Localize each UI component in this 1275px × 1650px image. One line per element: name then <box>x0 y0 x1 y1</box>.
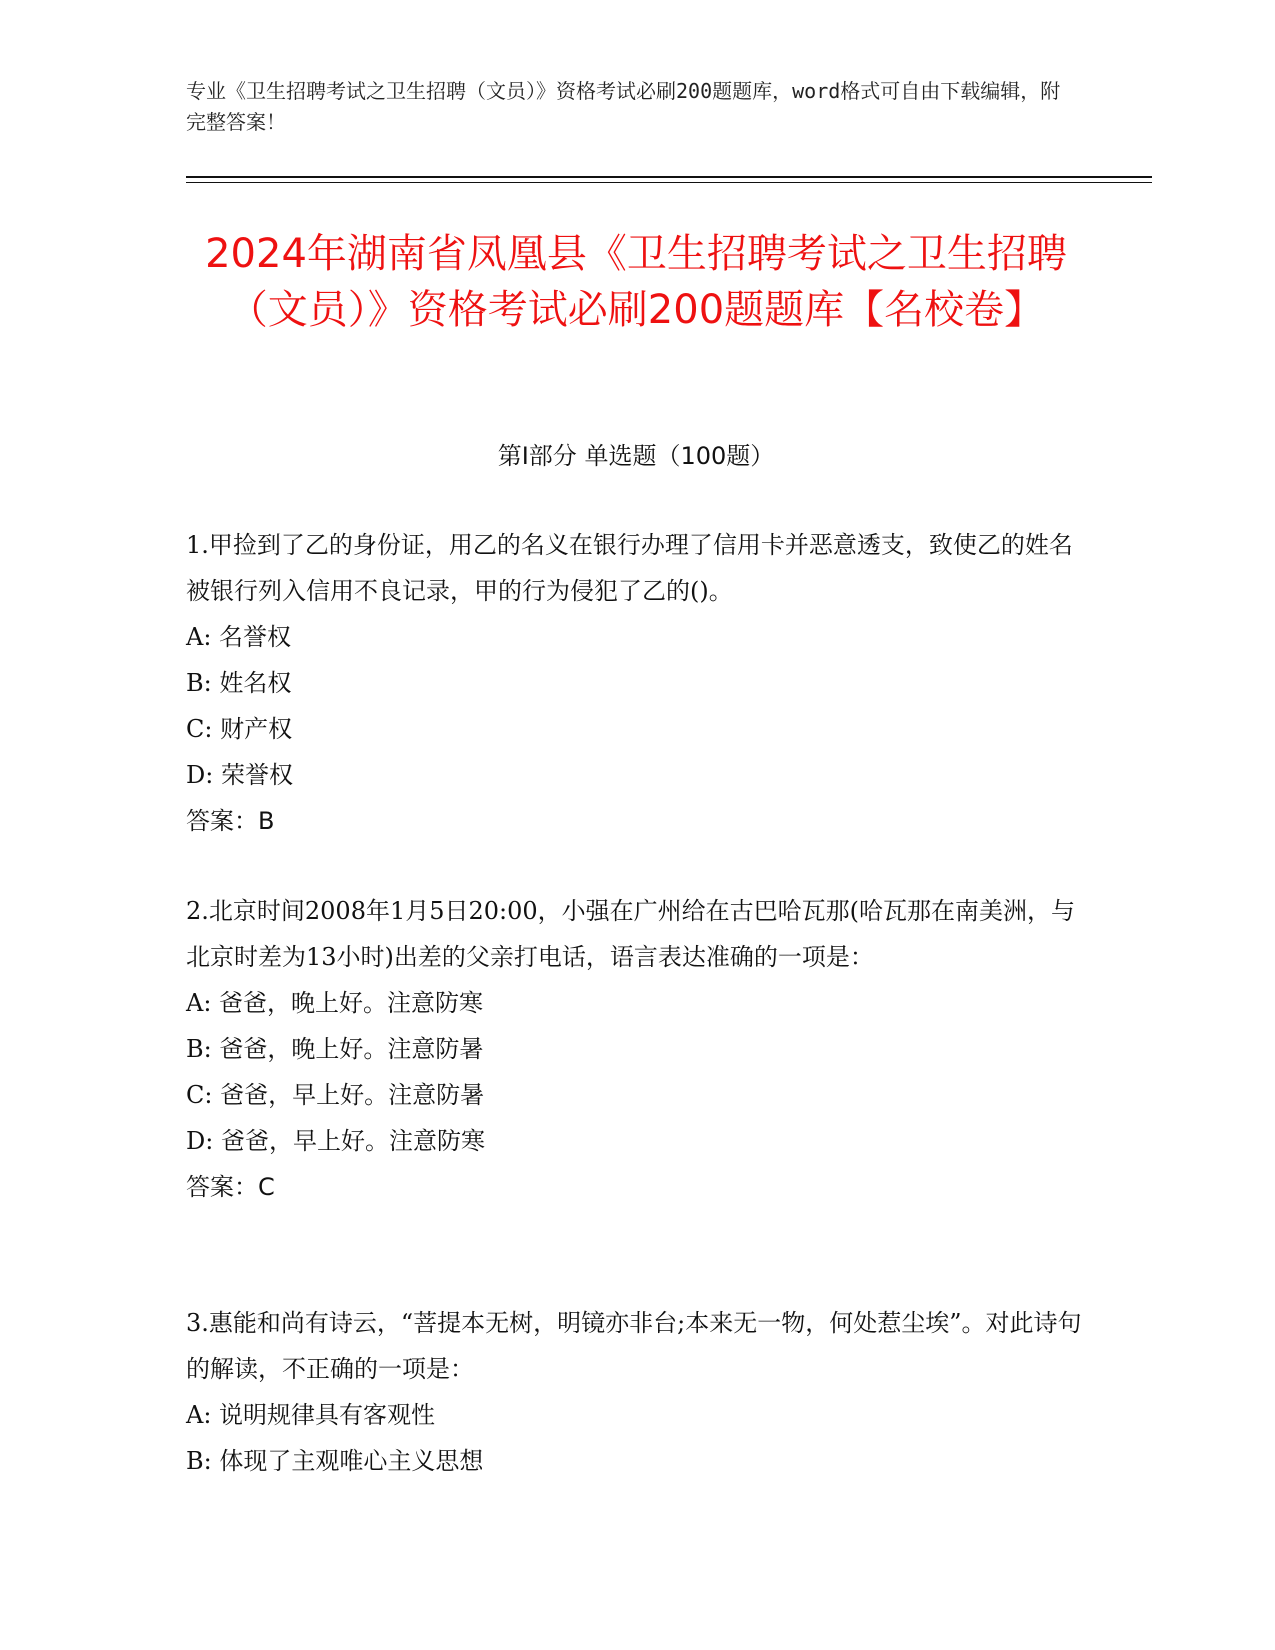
option-b: B: 姓名权 <box>186 669 292 697</box>
option-a: A: 爸爸，晚上好。注意防寒 <box>186 989 484 1017</box>
answer-line: 答案：C <box>186 1173 275 1201</box>
option-a: A: 说明规律具有客观性 <box>186 1401 436 1429</box>
question-stem: 1.甲捡到了乙的身份证，用乙的名义在银行办理了信用卡并恶意透支，致使乙的姓名被银行列入信用不良记录，甲的行为侵犯了乙的()。 <box>186 531 1073 605</box>
option-b: B: 爸爸，晚上好。注意防暑 <box>186 1035 484 1063</box>
section-heading: 第Ⅰ部分 单选题（100题） <box>497 442 775 470</box>
option-c: C: 爸爸，早上好。注意防暑 <box>186 1081 485 1109</box>
option-d: D: 爸爸，早上好。注意防寒 <box>186 1127 485 1155</box>
header-divider-thin <box>186 182 1152 183</box>
header-divider-thick <box>186 176 1152 178</box>
option-a: A: 名誉权 <box>186 623 292 651</box>
answer-line: 答案：B <box>186 807 275 835</box>
question-3 <box>186 1300 1091 1484</box>
option-d: D: 荣誉权 <box>186 761 293 789</box>
question-2 <box>186 888 1091 1210</box>
option-c: C: 财产权 <box>186 715 293 743</box>
header-note: 专业《卫生招聘考试之卫生招聘（文员）》资格考试必刷200题题库，word格式可自由下载编辑，附完整答案！ <box>186 79 1061 134</box>
question-stem: 3.惠能和尚有诗云，“菩提本无树，明镜亦非台;本来无一物，何处惹尘埃”。对此诗句的解读，不正确的一项是： <box>186 1309 1082 1383</box>
option-b: B: 体现了主观唯心主义思想 <box>186 1447 484 1475</box>
question-1 <box>186 522 1091 844</box>
question-stem: 2.北京时间2008年1月5日20:00，小强在广州给在古巴哈瓦那(哈瓦那在南美洲，与北京时差为13小时)出差的父亲打电话，语言表达准确的一项是： <box>186 897 1076 971</box>
document-title: 2024年湖南省凤凰县《卫生招聘考试之卫生招聘（文员）》资格考试必刷200题题库【名校卷】 <box>205 231 1067 333</box>
